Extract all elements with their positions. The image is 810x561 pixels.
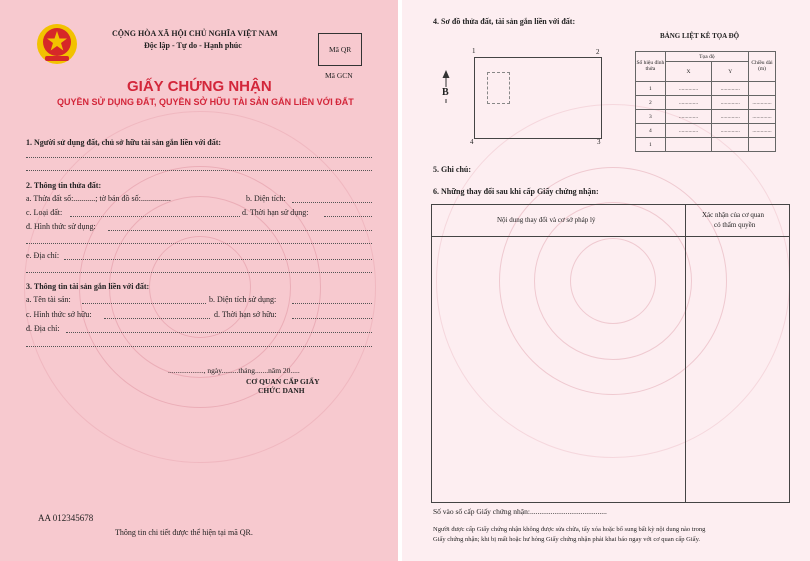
- parcel-footprint: [487, 72, 510, 104]
- section4-heading: 4. Sơ đồ thửa đất, tài sản gắn liền với đất:: [433, 17, 576, 26]
- coord-col-x: X: [665, 62, 712, 82]
- owner-line-2: [26, 170, 372, 171]
- national-motto: Độc lập - Tự do - Hạnh phúc: [144, 41, 242, 50]
- coord-row-length: [749, 82, 776, 96]
- legal-note-line-1: Người được cấp Giấy chứng nhận không được sửa chữa, tẩy xóa hoặc bổ sung bất kỳ nội dung nào trong: [433, 526, 706, 533]
- authority-position: CHỨC DANH: [258, 386, 305, 395]
- use-form-field: đ. Hình thức sử dụng:: [26, 222, 96, 231]
- country-name: CỘNG HÒA XÃ HỘI CHỦ NGHĨA VIỆT NAM: [112, 29, 278, 38]
- serial-number: AA 012345678: [38, 513, 94, 523]
- coord-row-x: ..............: [665, 82, 712, 96]
- changes-table-header-rule: [432, 236, 789, 237]
- section5-heading: 5. Ghi chú:: [433, 165, 472, 174]
- section2-heading: 2. Thông tin thửa đất:: [26, 181, 102, 190]
- gcn-label: Mã GCN: [325, 71, 353, 80]
- area-dots: [292, 202, 372, 203]
- coord-table-title: BẢNG LIỆT KÊ TỌA ĐỘ: [660, 32, 740, 40]
- corner-label-2: 2: [596, 48, 600, 56]
- coord-row: [636, 82, 776, 96]
- changes-col-confirm-line1: Xác nhận của cơ quan: [702, 211, 765, 219]
- section6-heading: 6. Những thay đổi sau khi cấp Giấy chứng nhận:: [433, 187, 599, 196]
- coord-row-id: 3: [636, 110, 666, 124]
- registry-number-line: Số vào sổ cấp Giấy chứng nhận:.........................................: [433, 507, 607, 516]
- coord-col-length: Chiều dài (m): [749, 52, 776, 82]
- coord-row-y: ..............: [712, 82, 749, 96]
- land-type-field: c. Loại đất:: [26, 208, 63, 217]
- corner-label-1: 1: [472, 47, 476, 55]
- use-form-dots: [108, 230, 372, 231]
- coord-row-length: [749, 138, 776, 152]
- use-form-line-2: [26, 243, 372, 244]
- coord-row-x: ..............: [665, 124, 712, 138]
- coord-col-y: Y: [712, 62, 749, 82]
- coord-table: [635, 51, 776, 152]
- coord-row-length: ..............: [749, 110, 776, 124]
- coord-row: [636, 138, 776, 152]
- coord-row-x: ..............: [665, 96, 712, 110]
- asset-address-dots: [66, 332, 372, 333]
- coord-row: [636, 96, 776, 110]
- asset-address-field: đ. Địa chỉ:: [26, 324, 60, 333]
- ownership-form-dots: [104, 318, 210, 319]
- coord-row-id: 1: [636, 138, 666, 152]
- certificate-subtitle: QUYỀN SỬ DỤNG ĐẤT, QUYỀN SỞ HỮU TÀI SẢN GẮN LIỀN VỚI ĐẤT: [57, 97, 354, 107]
- issuing-authority: CƠ QUAN CẤP GIẤY: [246, 377, 320, 386]
- changes-table-column-rule: [685, 205, 686, 502]
- corner-label-3: 3: [597, 138, 601, 146]
- parcel-address-field: e. Địa chỉ:: [26, 251, 60, 260]
- ownership-form-field: c. Hình thức sở hữu:: [26, 310, 92, 319]
- qr-label: Mã QR: [329, 45, 352, 54]
- certificate-left-page: [0, 0, 398, 561]
- coord-row-y: ..............: [712, 110, 749, 124]
- section3-heading: 3. Thông tin tài sản gắn liền với đất:: [26, 282, 150, 291]
- usage-area-field: b. Diện tích sử dụng:: [209, 295, 277, 304]
- parcel-number-field: a. Thửa đất số:...........; tờ bản đồ số:...............: [26, 194, 171, 203]
- ownership-term-dots: [292, 318, 372, 319]
- owner-line-1: [26, 157, 372, 158]
- legal-note-line-2: Giấy chứng nhận; khi bị mất hoặc hư hỏng Giấy chứng nhận phải khai báo ngay với cơ quan cấp Giấy.: [433, 536, 701, 543]
- coord-row: [636, 110, 776, 124]
- changes-col-confirm-line2: có thẩm quyền: [714, 221, 756, 229]
- coord-row-id: 2: [636, 96, 666, 110]
- coord-col-point: Số hiệu đỉnh thửa: [636, 52, 666, 82]
- north-label: B: [442, 87, 449, 98]
- coord-row-y: ..............: [712, 124, 749, 138]
- coord-row-length: ..............: [749, 96, 776, 110]
- coord-row-y: ..............: [712, 96, 749, 110]
- coord-row-id: 1: [636, 82, 666, 96]
- qr-code-box: [318, 33, 362, 66]
- issue-date-line: ..................., ngày.........tháng.......năm 20.....: [168, 366, 300, 375]
- changes-col-content: Nội dung thay đổi và cơ sở pháp lý: [497, 216, 596, 224]
- coord-row-x: ..............: [665, 110, 712, 124]
- asset-name-field: a. Tên tài sản:: [26, 295, 71, 304]
- ownership-term-field: d. Thời hạn sở hữu:: [214, 310, 277, 319]
- coord-col-coord: Tọa độ: [665, 52, 748, 62]
- certificate-right-page: [402, 0, 810, 561]
- national-emblem-icon: [35, 22, 79, 66]
- corner-label-4: 4: [470, 138, 474, 146]
- parcel-address-line-2: [26, 272, 372, 273]
- coord-row: [636, 124, 776, 138]
- coord-row-id: 4: [636, 124, 666, 138]
- qr-detail-note: Thông tin chi tiết được thể hiện tại mã QR.: [115, 528, 253, 537]
- section1-heading: 1. Người sử dụng đất, chủ sở hữu tài sản gắn liền với đất:: [26, 138, 222, 147]
- coord-row-y: [712, 138, 749, 152]
- usage-area-dots: [292, 303, 372, 304]
- use-term-field: d. Thời hạn sử dụng:: [242, 208, 309, 217]
- use-term-dots: [324, 216, 372, 217]
- certificate-title: GIẤY CHỨNG NHẬN: [127, 78, 272, 95]
- coord-row-x: [665, 138, 712, 152]
- asset-name-dots: [82, 303, 206, 304]
- parcel-address-dots: [64, 259, 372, 260]
- land-type-dots: [70, 216, 240, 217]
- asset-address-line-2: [26, 346, 372, 347]
- area-field: b. Diện tích:: [246, 194, 286, 203]
- changes-table: [431, 204, 790, 503]
- coord-row-length: ..............: [749, 124, 776, 138]
